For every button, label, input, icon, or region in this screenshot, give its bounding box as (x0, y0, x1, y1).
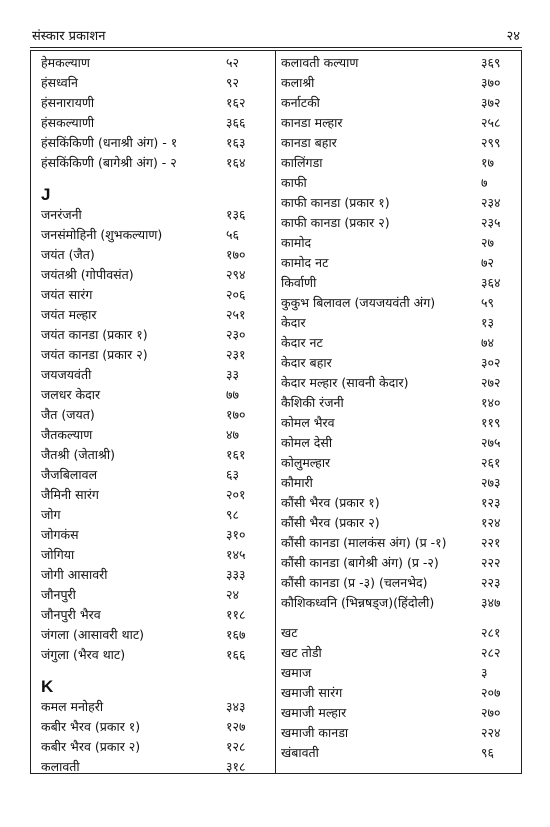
page-ref: १६३ (226, 135, 246, 150)
raga-name: कौंसी कानडा (मालकंस अंग) (प्र -१) (281, 535, 447, 550)
section-letter: K (41, 677, 54, 696)
raga-name: जैत (जयत) (41, 407, 95, 422)
index-entry (281, 233, 513, 253)
index-entry (281, 353, 513, 373)
index-entry (41, 345, 263, 365)
index-entry (281, 593, 513, 613)
page-ref: १२४ (481, 515, 501, 530)
page-ref: १६६ (226, 647, 246, 662)
raga-name: कामोद नट (281, 255, 329, 270)
raga-name: जौनपुरी (41, 587, 76, 602)
index-entry (41, 505, 263, 525)
raga-name: कामोद (281, 235, 312, 250)
page-ref: १६४ (226, 155, 246, 170)
page-ref: १६७ (226, 627, 246, 642)
page-ref: ५९ (481, 295, 495, 310)
page-ref: १४५ (226, 547, 246, 562)
page-ref: २८१ (481, 625, 501, 640)
index-entry (281, 193, 513, 213)
index-entry (281, 253, 513, 273)
page-ref: ३४७ (481, 595, 501, 610)
raga-name: काफी कानडा (प्रकार २) (281, 215, 390, 230)
raga-name: कोमल भैरव (281, 415, 335, 430)
raga-name: कलावती कल्याण (281, 55, 359, 70)
index-entry (41, 285, 263, 305)
page-ref: ७ (481, 175, 488, 190)
index-entry (41, 305, 263, 325)
index-entry (41, 757, 263, 777)
page-ref: २३१ (226, 347, 246, 362)
column-divider (275, 51, 276, 773)
raga-name: केदार (281, 315, 306, 330)
raga-name: जोगकंस (41, 527, 79, 542)
page-ref: ३७२ (481, 95, 501, 110)
index-entry (281, 743, 513, 763)
index-entry (281, 533, 513, 553)
index-entry (41, 445, 263, 465)
index-entry (41, 645, 263, 665)
raga-name: कौंसी कानडा (बागेश्री अंग) (प्र -२) (281, 555, 439, 570)
page-ref: २३४ (481, 195, 501, 210)
index-entry (281, 293, 513, 313)
raga-name: काफी (281, 175, 307, 190)
raga-name: जोगिया (41, 547, 75, 562)
index-entry (41, 265, 263, 285)
index-entry (41, 385, 263, 405)
page-ref: २८२ (481, 645, 501, 660)
page-ref: ३०२ (481, 355, 501, 370)
page-ref: ३३ (226, 367, 240, 382)
index-entry (41, 605, 263, 625)
page-ref: ११८ (226, 607, 246, 622)
header-rule (30, 47, 522, 48)
page-ref: २२४ (481, 725, 501, 740)
page-ref: ५२ (226, 55, 240, 70)
raga-name: कोलुमल्हार (281, 455, 331, 470)
raga-name: जैमिनी सारंग (41, 487, 99, 502)
index-entry (41, 153, 263, 173)
raga-name: कौंसी भैरव (प्रकार १) (281, 495, 380, 510)
page-ref: १६२ (226, 95, 246, 110)
index-entry (41, 465, 263, 485)
page-ref: २७० (481, 705, 501, 720)
index-entry (41, 113, 263, 133)
index-entry (41, 245, 263, 265)
raga-name: जयंत मल्हार (41, 307, 97, 322)
raga-name: हंसकल्याणी (41, 115, 95, 130)
raga-name: कौंसी कानडा (प्र -३) (चलनभेद) (281, 575, 428, 590)
page-ref: ९२ (226, 75, 240, 90)
index-entry (41, 225, 263, 245)
page-ref: २५१ (226, 307, 246, 322)
raga-name: कालिंगडा (281, 155, 323, 170)
index-entry (281, 393, 513, 413)
index-entry (41, 73, 263, 93)
raga-name: कमल मनोहरी (41, 699, 104, 714)
raga-name: जोग (41, 507, 61, 522)
index-entry (281, 513, 513, 533)
raga-name: जलधर केदार (41, 387, 101, 402)
raga-name: खंबावती (281, 745, 319, 760)
page-ref: २४ (226, 587, 240, 602)
index-entry (281, 473, 513, 493)
page-ref: २३५ (481, 215, 501, 230)
page-ref: २७५ (481, 435, 501, 450)
index-entry (281, 553, 513, 573)
page-ref: २२३ (481, 575, 501, 590)
page-ref: ३ (481, 665, 488, 680)
index-entry (41, 93, 263, 113)
index-entry (281, 623, 513, 643)
page-ref: ९८ (226, 507, 240, 522)
page-ref: ९६ (481, 745, 495, 760)
index-entry (281, 453, 513, 473)
publisher-name: संस्कार प्रकाशन (32, 29, 106, 44)
index-entry (41, 565, 263, 585)
page-ref: ६३ (226, 467, 240, 482)
page-ref: १२३ (481, 495, 501, 510)
index-entry (281, 73, 513, 93)
raga-name: कानडा मल्हार (281, 115, 343, 130)
raga-name: जैजबिलावल (41, 467, 98, 482)
page-ref: १४० (481, 395, 501, 410)
page-ref: १७० (226, 247, 246, 262)
raga-name: जंगुला (भैरव थाट) (41, 647, 126, 662)
page-ref: ३१८ (226, 759, 246, 774)
page-ref: १७ (481, 155, 495, 170)
index-entry (281, 333, 513, 353)
index-entry (281, 113, 513, 133)
page-ref: १६१ (226, 447, 246, 462)
index-entry (281, 493, 513, 513)
raga-name: कोमल देसी (281, 435, 333, 450)
page-number: २४ (506, 29, 520, 44)
index-entry (41, 585, 263, 605)
raga-name: खट (281, 625, 298, 640)
page-header (32, 28, 520, 46)
page-ref: २६१ (481, 455, 501, 470)
raga-name: जयंत कानडा (प्रकार १) (41, 327, 148, 342)
page-ref: ३६४ (481, 275, 501, 290)
index-entry (281, 173, 513, 193)
raga-name: कैशिकी रंजनी (281, 395, 344, 410)
raga-name: कौशिकध्वनि (भिन्नषड्ज)(हिंदोली) (281, 595, 435, 610)
index-entry (281, 573, 513, 593)
section-letter: J (41, 185, 51, 204)
page-ref: ३६६ (226, 115, 246, 130)
index-entry (41, 717, 263, 737)
page-ref: ३३३ (226, 567, 246, 582)
index-entry (41, 325, 263, 345)
raga-name: जयजयवंती (41, 367, 92, 382)
raga-name: कबीर भैरव (प्रकार १) (41, 719, 141, 734)
raga-name: जौनपुरी भैरव (41, 607, 101, 622)
page-ref: २०७ (481, 685, 501, 700)
raga-name: कलाश्री (281, 75, 315, 90)
page-ref: ७४ (481, 335, 495, 350)
page-ref: १३६ (226, 207, 246, 222)
index-entry (281, 273, 513, 293)
index-table (30, 50, 522, 774)
raga-name: जोगी आसावरी (41, 567, 108, 582)
index-entry (281, 93, 513, 113)
page-ref: १२८ (226, 739, 246, 754)
raga-name: कौंसी भैरव (प्रकार २) (281, 515, 380, 530)
index-entry (281, 213, 513, 233)
raga-name: खमाजी कानडा (281, 725, 349, 740)
index-entry (41, 737, 263, 757)
raga-name: केदार बहार (281, 355, 332, 370)
page-ref: ७२ (481, 255, 495, 270)
index-entry (281, 313, 513, 333)
index-entry (281, 683, 513, 703)
page-ref: २५८ (481, 115, 501, 130)
page-ref: २३० (226, 327, 246, 342)
page-ref: ३४३ (226, 699, 246, 714)
page-ref: १७० (226, 407, 246, 422)
raga-name: खमाजी सारंग (281, 685, 343, 700)
raga-name: हंसकिंकिणी (धनाश्री अंग) - १ (41, 135, 178, 150)
page-ref: २९९ (481, 135, 501, 150)
raga-name: केदार नट (281, 335, 323, 350)
raga-name: जयंतश्री (गोपीवसंत) (41, 267, 134, 282)
index-entry (281, 643, 513, 663)
raga-name: जनरंजनी (41, 207, 82, 222)
index-entry (281, 373, 513, 393)
raga-name: हंसध्वनि (41, 75, 78, 90)
index-entry (41, 545, 263, 565)
page-ref: २९४ (226, 267, 246, 282)
raga-name: जयंत कानडा (प्रकार २) (41, 347, 148, 362)
index-entry (41, 525, 263, 545)
raga-name: जंगला (आसावरी थाट) (41, 627, 145, 642)
index-entry (41, 53, 263, 73)
page-ref: ११९ (481, 415, 501, 430)
page-ref: १३ (481, 315, 495, 330)
index-entry (281, 413, 513, 433)
section-gap (41, 173, 263, 183)
page-ref: १२७ (226, 719, 246, 734)
index-entry (281, 703, 513, 723)
index-entry (281, 663, 513, 683)
index-entry (281, 153, 513, 173)
raga-name: जयंत सारंग (41, 287, 93, 302)
page-ref: २०६ (226, 287, 246, 302)
raga-name: केदार मल्हार (सावनी केदार) (281, 375, 409, 390)
right-column (281, 53, 513, 763)
raga-name: कर्नाटकी (281, 95, 320, 110)
section-gap (41, 665, 263, 675)
raga-name: काफी कानडा (प्रकार १) (281, 195, 390, 210)
page-ref: ५६ (226, 227, 240, 242)
page-ref: ३१० (226, 527, 246, 542)
index-entry (41, 405, 263, 425)
page-ref: ४७ (226, 427, 240, 442)
raga-name: कलावती (41, 759, 80, 774)
index-entry (41, 425, 263, 445)
page-ref: २७३ (481, 475, 501, 490)
page-ref: २२२ (481, 555, 501, 570)
raga-name: कबीर भैरव (प्रकार २) (41, 739, 141, 754)
index-entry (41, 625, 263, 645)
raga-name: खट तोडी (281, 645, 322, 660)
raga-name: हेमकल्याण (41, 55, 90, 70)
raga-name: कुकुभ बिलावल (जयजयवंती अंग) (281, 295, 436, 310)
page-ref: २०१ (226, 487, 246, 502)
raga-name: जयंत (जैत) (41, 247, 95, 262)
raga-name: कौमारी (281, 475, 313, 490)
raga-name: खमाजी मल्हार (281, 705, 347, 720)
page-ref: २२१ (481, 535, 501, 550)
raga-name: खमाज (281, 665, 312, 680)
index-entry (41, 133, 263, 153)
index-entry (281, 53, 513, 73)
raga-name: किर्वाणी (281, 275, 317, 290)
raga-name: जैतकल्याण (41, 427, 93, 442)
page-ref: ७७ (226, 387, 240, 402)
page-ref: २७२ (481, 375, 501, 390)
index-entry (281, 723, 513, 743)
page-ref: ३६९ (481, 55, 501, 70)
raga-name: हंसकिंकिणी (बागेश्री अंग) - २ (41, 155, 177, 170)
raga-name: जैतश्री (जेताश्री) (41, 447, 115, 462)
page-ref: ३७० (481, 75, 501, 90)
raga-name: जनसंमोहिनी (शुभकल्याण) (41, 227, 163, 242)
page-ref: २७ (481, 235, 495, 250)
section-gap (281, 613, 513, 623)
index-entry (41, 205, 263, 225)
raga-name: हंसनारायणी (41, 95, 95, 110)
index-entry (41, 365, 263, 385)
index-entry (281, 433, 513, 453)
index-entry (41, 697, 263, 717)
index-entry (41, 485, 263, 505)
left-column (41, 53, 263, 777)
raga-name: कानडा बहार (281, 135, 337, 150)
index-entry (281, 133, 513, 153)
